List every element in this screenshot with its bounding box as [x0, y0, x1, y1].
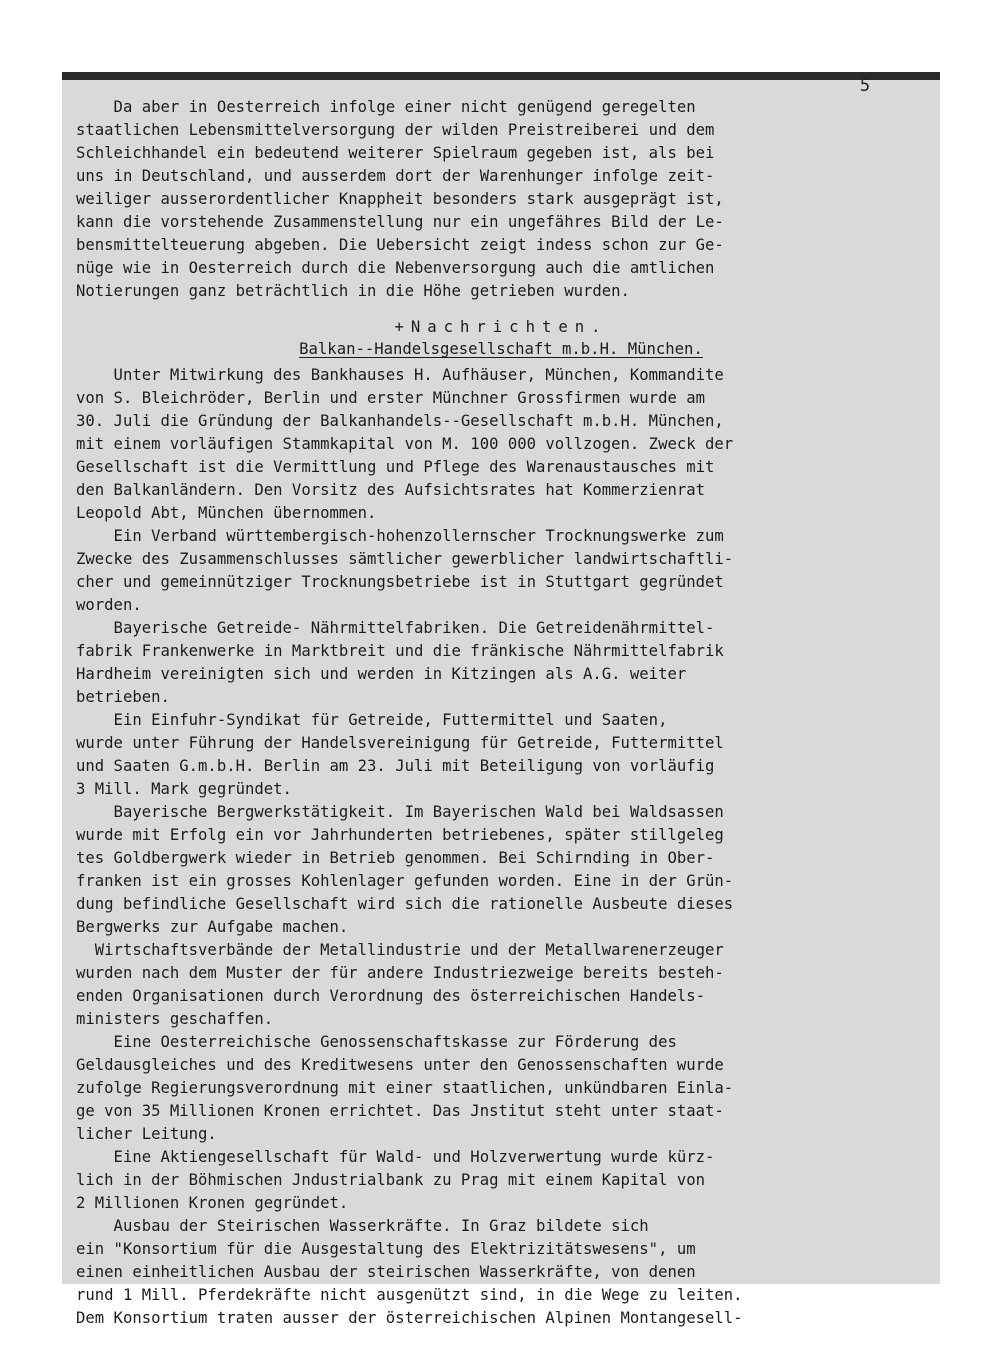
text-line: kann die vorstehende Zusammenstellung nur ein ungefähres Bild der Le- [76, 213, 724, 231]
text-line: Geldausgleiches und des Kreditwesens unter den Genossenschaften wurde [76, 1056, 724, 1074]
text-line: bensmittelteuerung abgeben. Die Uebersicht zeigt indess schon zur Ge- [76, 236, 724, 254]
text-line: wurden nach dem Muster der für andere Industriezweige bereits besteh- [76, 964, 724, 982]
text-line: lich in der Böhmischen Jndustrialbank zu Prag mit einem Kapital von [76, 1171, 706, 1189]
text-line: Unter Mitwirkung des Bankhauses H. Aufhäuser, München, Kommandite [76, 366, 724, 384]
text-line: fabrik Frankenwerke in Marktbreit und die fränkische Nährmittelfabrik [76, 642, 724, 660]
text-line: Dem Konsortium traten ausser der österreichischen Alpinen Montangesell- [76, 1309, 743, 1327]
text-line: ein "Konsortium für die Ausgestaltung des Elektrizitätswesens", um [76, 1240, 696, 1258]
text-line: 3 Mill. Mark gegründet. [76, 780, 292, 798]
text-line: Bayerische Getreide- Nährmittelfabriken. Die Getreidenährmittel- [76, 619, 715, 637]
text-line: Wirtschaftsverbände der Metallindustrie und der Metallwarenerzeuger [76, 941, 724, 959]
text-line: Ein Verband württembergisch-hohenzollernscher Trocknungswerke zum [76, 527, 724, 545]
text-line: cher und gemeinnütziger Trocknungsbetriebe ist in Stuttgart gegründet [76, 573, 724, 591]
text-line: Bayerische Bergwerkstätigkeit. Im Bayerischen Wald bei Waldsassen [76, 803, 724, 821]
text-line: Schleichhandel ein bedeutend weiterer Spielraum gegeben ist, als bei [76, 144, 715, 162]
text-line: franken ist ein grosses Kohlenlager gefunden worden. Eine in der Grün- [76, 872, 734, 890]
text-line: den Balkanländern. Den Vorsitz des Aufsichtsrates hat Kommerzienrat [76, 481, 706, 499]
text-line: Hardheim vereinigten sich und werden in Kitzingen als A.G. weiter [76, 665, 687, 683]
text-line: und Saaten G.m.b.H. Berlin am 23. Juli mit Beteiligung von vorläufig [76, 757, 715, 775]
page-number: 5 [859, 76, 871, 96]
section-subheading: Balkan--Handelsgesellschaft m.b.H. München. [299, 340, 703, 358]
text-line: Eine Oesterreichische Genossenschaftskasse zur Förderung des [76, 1033, 677, 1051]
text-line: Ein Einfuhr-Syndikat für Getreide, Futtermittel und Saaten, [76, 711, 668, 729]
text-line: Zwecke des Zusammenschlusses sämtlicher gewerblicher landwirtschaftli- [76, 550, 734, 568]
text-line: Gesellschaft ist die Vermittlung und Pflege des Warenaustausches mit [76, 458, 715, 476]
text-line: tes Goldbergwerk wieder in Betrieb genommen. Bei Schirnding in Ober- [76, 849, 715, 867]
text-line: nüge wie in Oesterreich durch die Nebenversorgung auch die amtlichen [76, 259, 715, 277]
text-line: Notierungen ganz beträchtlich in die Höhe getrieben wurden. [76, 282, 630, 300]
text-line: uns in Deutschland, und ausserdem dort der Warenhunger infolge zeit- [76, 167, 715, 185]
text-line: betrieben. [76, 688, 170, 706]
text-line: Ausbau der Steirischen Wasserkräfte. In Graz bildete sich [76, 1217, 649, 1235]
section-heading: +Nachrichten. [394, 318, 608, 336]
text-line: worden. [76, 596, 142, 614]
text-line: Da aber in Oesterreich infolge einer nicht genügend geregelten [76, 98, 696, 116]
text-line: licher Leitung. [76, 1125, 217, 1143]
text-line: ministers geschaffen. [76, 1010, 274, 1028]
text-line: zufolge Regierungsverordnung mit einer staatlichen, unkündbaren Einla- [76, 1079, 734, 1097]
text-line: rund 1 Mill. Pferdekräfte nicht ausgenützt sind, in die Wege zu leiten. [76, 1286, 743, 1304]
text-line: wurde unter Führung der Handelsvereinigung für Getreide, Futtermittel [76, 734, 724, 752]
text-line: Eine Aktiengesellschaft für Wald- und Holzverwertung wurde kürz- [76, 1148, 715, 1166]
text-line: enden Organisationen durch Verordnung des österreichischen Handels- [76, 987, 706, 1005]
text-line: Bergwerks zur Aufgabe machen. [76, 918, 349, 936]
text-line: einen einheitlichen Ausbau der steirischen Wasserkräfte, von denen [76, 1263, 696, 1281]
text-line: dung befindliche Gesellschaft wird sich die rationelle Ausbeute dieses [76, 895, 734, 913]
text-line: mit einem vorläufigen Stammkapital von M. 100 000 vollzogen. Zweck der [76, 435, 734, 453]
text-line: von S. Bleichröder, Berlin und erster Münchner Grossfirmen wurde am [76, 389, 706, 407]
text-line: weiliger ausserordentlicher Knappheit besonders stark ausgeprägt ist, [76, 190, 724, 208]
text-line: ge von 35 Millionen Kronen errichtet. Das Jnstitut steht unter staat- [76, 1102, 724, 1120]
text-line: wurde mit Erfolg ein vor Jahrhunderten betriebenes, später stillgeleg [76, 826, 724, 844]
text-line: staatlichen Lebensmittelversorgung der wilden Preistreiberei und dem [76, 121, 715, 139]
text-line: 2 Millionen Kronen gegründet. [76, 1194, 349, 1212]
scan-edge [62, 72, 940, 80]
text-line: Leopold Abt, München übernommen. [76, 504, 377, 522]
text-line: 30. Juli die Gründung der Balkanhandels--Gesellschaft m.b.H. München, [76, 412, 724, 430]
